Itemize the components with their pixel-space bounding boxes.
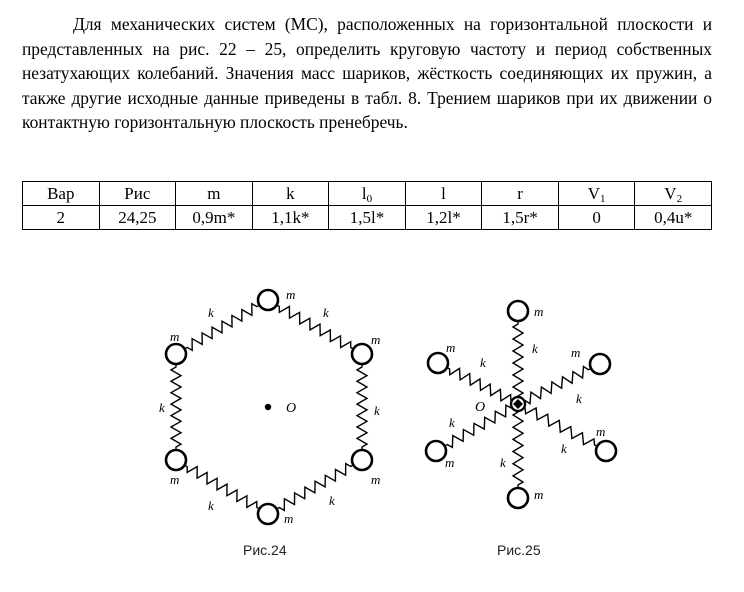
spring-label: k	[323, 305, 329, 320]
header-cell: $l_0$	[329, 182, 406, 206]
figure-24-caption: Рис.24	[243, 542, 287, 558]
spring	[513, 321, 523, 399]
mass-ball	[508, 301, 528, 321]
mass-label: m	[170, 472, 180, 487]
mass-ball	[428, 353, 448, 373]
mass-ball	[508, 488, 528, 508]
mass-label: m	[371, 472, 381, 487]
spring-label: k	[449, 415, 455, 430]
table-cell: 1,5l*	[329, 206, 406, 230]
mass-ball	[352, 450, 372, 470]
header-cell: l	[405, 182, 482, 206]
center-point	[265, 404, 271, 410]
spring-label: k	[374, 403, 380, 418]
table-cell: 0,9m*	[176, 206, 253, 230]
center-label: O	[286, 401, 297, 416]
mass-label: m	[596, 424, 606, 439]
spring	[185, 304, 260, 351]
spring-label: k	[208, 305, 214, 320]
header-cell: r	[482, 182, 559, 206]
header-cell: k	[252, 182, 329, 206]
spring-label: k	[480, 355, 486, 370]
spring	[522, 406, 597, 446]
header-cell: m	[176, 182, 253, 206]
spring	[447, 368, 514, 402]
table-cell: 1,1k*	[252, 206, 329, 230]
table-cell: 24,25	[99, 206, 176, 230]
spring-label: k	[329, 493, 335, 508]
table-cell: 1,2l*	[405, 206, 482, 230]
table-cell: 1,5r*	[482, 206, 559, 230]
mass-label: m	[571, 345, 581, 360]
spring-label: k	[532, 341, 538, 356]
mass-ball	[596, 441, 616, 461]
table-cell: 2	[23, 206, 100, 230]
mass-ball	[352, 344, 372, 364]
spring	[277, 305, 354, 349]
mass-label: m	[371, 332, 381, 347]
mass-ball	[426, 441, 446, 461]
mass-label: m	[284, 511, 294, 526]
header-cell: $V_2$	[635, 182, 712, 206]
spring-label: k	[159, 400, 165, 415]
mass-label: m	[445, 455, 455, 470]
header-cell: $V_1$	[558, 182, 635, 206]
mass-ball	[590, 354, 610, 374]
spring-label: k	[576, 391, 582, 406]
mass-ball	[166, 344, 186, 364]
table-cell: 0,4u*	[635, 206, 712, 230]
mass-ball	[166, 450, 186, 470]
figure-25-caption: Рис.25	[497, 542, 541, 558]
mass-label: m	[286, 287, 296, 302]
mass-label: m	[446, 340, 456, 355]
mass-label: m	[534, 304, 544, 319]
mass-ball	[258, 504, 278, 524]
table-cell: 0	[558, 206, 635, 230]
figure-24-diagram	[159, 287, 380, 526]
problem-statement: Для механических систем (МС), расположенных на горизонтальной плоскости и представленных на рис. 22 – 25, определить круговую частоту и период собственных незатухающих колебаний. Значения масс шариков, жёсткость соединяющих их пружин, а также другие исходные данные приведены в табл. 8. Трением шариков при их движении о контактную горизонтальную плоскость пренебречь.	[22, 14, 712, 133]
figure-25-diagram	[426, 301, 616, 508]
mass-label: m	[534, 487, 544, 502]
center-label: O	[475, 400, 486, 415]
spring-label: k	[500, 455, 506, 470]
header-cell: Вар	[23, 182, 100, 206]
spring	[171, 364, 181, 450]
spring	[357, 364, 367, 450]
header-cell: Рис	[99, 182, 176, 206]
spring-label: k	[561, 441, 567, 456]
mass-label: m	[170, 329, 180, 344]
mass-ball	[258, 290, 278, 310]
spring	[185, 465, 260, 509]
spring	[513, 409, 523, 488]
spring-label: k	[208, 498, 214, 513]
spring	[277, 464, 354, 511]
